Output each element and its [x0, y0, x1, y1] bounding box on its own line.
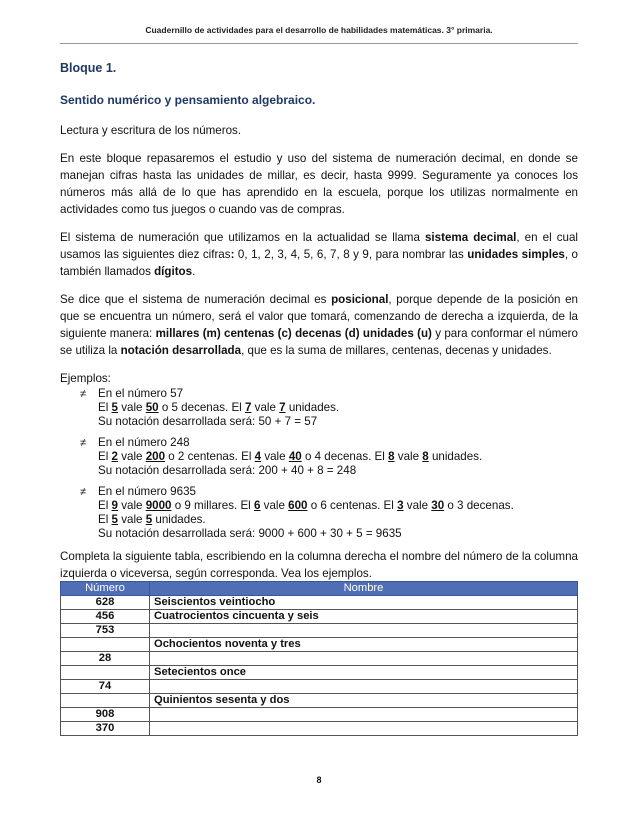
- header-number: Número: [61, 582, 150, 596]
- name-cell: [150, 652, 578, 666]
- number-cell: 74: [61, 680, 150, 694]
- example-57: ≠ En el número 57 El 5 vale 50 o 5 decenas. El 7 vale 7 unidades. Su notación desarrollada será: 50 + 7 = 57: [60, 387, 578, 429]
- paragraph-decimal-system: El sistema de numeración que utilizamos en la actualidad se llama sistema decimal, en el cual usamos las siguientes diez cifras: 0, 1, 2, 3, 4, 5, 6, 7, 8 y 9, para nombrar las unidades simples, o también llamados dígitos.: [60, 231, 579, 278]
- name-cell: Ochocientos noventa y tres: [150, 638, 578, 652]
- paragraph-positional: Se dice que el sistema de numeración decimal es posicional, porque depende de la posición en que se encuentra un número, será el valor que tomará, comenzando de derecha a izquierda, de la siguiente manera: millares (m) centenas (c) decenas (d) unidades (u) y para conformar el número se utiliza la notación desarrollada, que es la suma de millares, centenas, decenas y unidades.: [60, 293, 578, 357]
- example-248: ≠ En el número 248 El 2 vale 200 o 2 centenas. El 4 vale 40 o 4 decenas. El 8 vale 8 unidades. Su notación desarrollada será: 200 + 40 + 8 = 248: [60, 436, 578, 478]
- number-cell: [61, 694, 150, 708]
- name-cell: Cuatrocientos cincuenta y seis: [150, 610, 578, 624]
- table-row: [61, 610, 578, 624]
- name-cell: Quinientos sesenta y dos: [150, 694, 578, 708]
- table-instruction: Completa la siguiente tabla, escribiendo en la columna derecha el nombre del número de la columna izquierda o viceversa, según corresponda. Vea los ejemplos.: [60, 550, 578, 580]
- not-equal-bullet-icon: ≠: [79, 486, 86, 498]
- number-cell: 28: [61, 652, 150, 666]
- paragraph-intro: En este bloque repasaremos el estudio y uso del sistema de numeración decimal, en donde se manejan cifras hasta las unidades de millar, es decir, hasta 9999. Seguramente ya conoces los números más allá de lo que has aprendido en la escuela, porque los utilizas normalmente en actividades como tus juegos o cuando vas de compras.: [60, 152, 578, 216]
- table-row: [61, 680, 578, 694]
- name-cell: [150, 708, 578, 722]
- number-cell: [61, 638, 150, 652]
- number-cell: 456: [61, 610, 150, 624]
- table-row: [61, 624, 578, 638]
- name-cell: [150, 680, 578, 694]
- table-row: [61, 722, 578, 736]
- number-cell: 908: [61, 708, 150, 722]
- name-cell: Seiscientos veintiocho: [150, 596, 578, 610]
- not-equal-bullet-icon: ≠: [79, 388, 86, 400]
- block-title: Bloque 1.: [60, 61, 117, 75]
- name-cell: [150, 722, 578, 736]
- table-row: [61, 596, 578, 610]
- table-row: [61, 666, 578, 680]
- name-cell: Setecientos once: [150, 666, 578, 680]
- section-heading: Lectura y escritura de los números.: [60, 124, 242, 137]
- section-subtitle: Sentido numérico y pensamiento algebraico.: [60, 93, 316, 107]
- table-row: [61, 638, 578, 652]
- page-content: [60, 57, 578, 736]
- page-number: 8: [316, 775, 322, 785]
- number-cell: 370: [61, 722, 150, 736]
- header-rule: [60, 43, 578, 44]
- example-9635: ≠ En el número 9635 El 9 vale 9000 o 9 millares. El 6 vale 600 o 6 centenas. El 3 vale 30 o 3 decenas. El 5 vale 5 unidades. Su notación desarrollada será: 9000 + 600 + 30 + 5 = 9635: [60, 485, 578, 541]
- numbers-table: [60, 581, 578, 736]
- page-header: Cuadernillo de actividades para el desarrollo de habilidades matemáticas. 3° primaria.: [145, 25, 493, 35]
- number-cell: 753: [61, 624, 150, 638]
- number-cell: 628: [61, 596, 150, 610]
- header-name: Nombre: [150, 582, 578, 596]
- examples-title: Ejemplos:: [60, 372, 111, 385]
- table-row: [61, 708, 578, 722]
- not-equal-bullet-icon: ≠: [79, 437, 86, 449]
- table-row: [61, 652, 578, 666]
- name-cell: [150, 624, 578, 638]
- table-row: [61, 694, 578, 708]
- number-cell: [61, 666, 150, 680]
